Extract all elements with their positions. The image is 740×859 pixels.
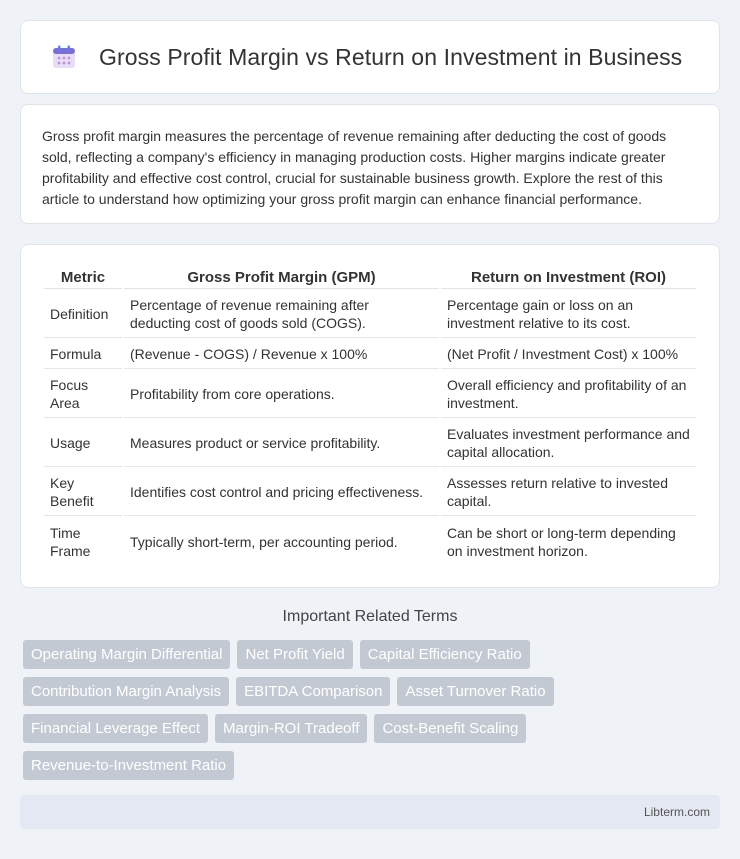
- row-metric: Key Benefit: [44, 469, 122, 516]
- tag-row: [23, 751, 723, 780]
- row-metric: Time Frame: [50, 524, 91, 559]
- table-row: [44, 291, 696, 338]
- row-metric: Formula: [44, 340, 122, 369]
- row-metric: Definition: [44, 291, 122, 338]
- page-title: Gross Profit Margin vs Return on Investment in Business: [99, 43, 683, 70]
- tag-row: [23, 677, 723, 706]
- footer-site-link[interactable]: Libterm.com: [643, 805, 710, 819]
- intro-card: [20, 104, 720, 224]
- table-row: [44, 518, 696, 565]
- related-term-tag[interactable]: EBITDA Comparison: [236, 677, 390, 706]
- column-header-gpm: Gross Profit Margin (GPM): [124, 267, 439, 289]
- calendar-icon: [50, 43, 78, 71]
- row-roi: Can be short or long-term depending on investment horizon.: [447, 524, 676, 559]
- row-roi: Evaluates investment performance and capital allocation.: [441, 420, 696, 467]
- table-row: [44, 340, 696, 369]
- row-roi: Percentage gain or loss on an investment relative to its cost.: [441, 291, 696, 338]
- row-roi: Assesses return relative to invested capital.: [441, 469, 696, 516]
- tag-row: [23, 640, 723, 669]
- table-row: [44, 420, 696, 467]
- footer: [20, 795, 720, 829]
- row-gpm: Profitability from core operations.: [124, 371, 439, 418]
- tag-row: [23, 714, 723, 743]
- header-card: [20, 20, 720, 94]
- row-gpm: (Revenue - COGS) / Revenue x 100%: [124, 340, 439, 369]
- row-gpm: Typically short-term, per accounting period.: [130, 533, 398, 550]
- related-terms-title: Important Related Terms: [282, 608, 458, 625]
- row-roi: Overall efficiency and profitability of an investment.: [441, 371, 696, 418]
- comparison-table-card: [20, 244, 720, 588]
- column-header-roi: Return on Investment (ROI): [441, 267, 696, 289]
- column-header-metric: Metric: [44, 267, 122, 289]
- related-term-tag[interactable]: Net Profit Yield: [237, 640, 352, 669]
- related-term-tag[interactable]: Capital Efficiency Ratio: [360, 640, 530, 669]
- table-row: [44, 371, 696, 418]
- related-terms-list: [23, 640, 723, 788]
- row-gpm: Identifies cost control and pricing effectiveness.: [124, 469, 439, 516]
- related-term-tag[interactable]: Margin-ROI Tradeoff: [215, 714, 367, 743]
- related-term-tag[interactable]: Financial Leverage Effect: [23, 714, 208, 743]
- intro-text: Gross profit margin measures the percentage of revenue remaining after deducting the cost of goods sold, reflecting a company's efficiency in managing production costs. Higher margins indicate greater profitability and effective cost control, crucial for sustainable business growth. Explore the rest of this article to understand how optimizing your gross profit margin can enhance financial performance.: [42, 128, 667, 207]
- row-gpm: Percentage of revenue remaining after deducting cost of goods sold (COGS).: [124, 291, 439, 338]
- related-term-tag[interactable]: Operating Margin Differential: [23, 640, 230, 669]
- related-term-tag[interactable]: Cost-Benefit Scaling: [374, 714, 526, 743]
- table-row: [44, 469, 696, 516]
- related-term-tag[interactable]: Revenue-to-Investment Ratio: [23, 751, 234, 780]
- row-metric: Usage: [44, 420, 122, 467]
- row-roi: (Net Profit / Investment Cost) x 100%: [441, 340, 696, 369]
- related-term-tag[interactable]: Contribution Margin Analysis: [23, 677, 229, 706]
- row-metric: Focus Area: [44, 371, 122, 418]
- related-term-tag[interactable]: Asset Turnover Ratio: [397, 677, 553, 706]
- comparison-table: [42, 265, 698, 567]
- row-gpm: Measures product or service profitability.: [124, 420, 439, 467]
